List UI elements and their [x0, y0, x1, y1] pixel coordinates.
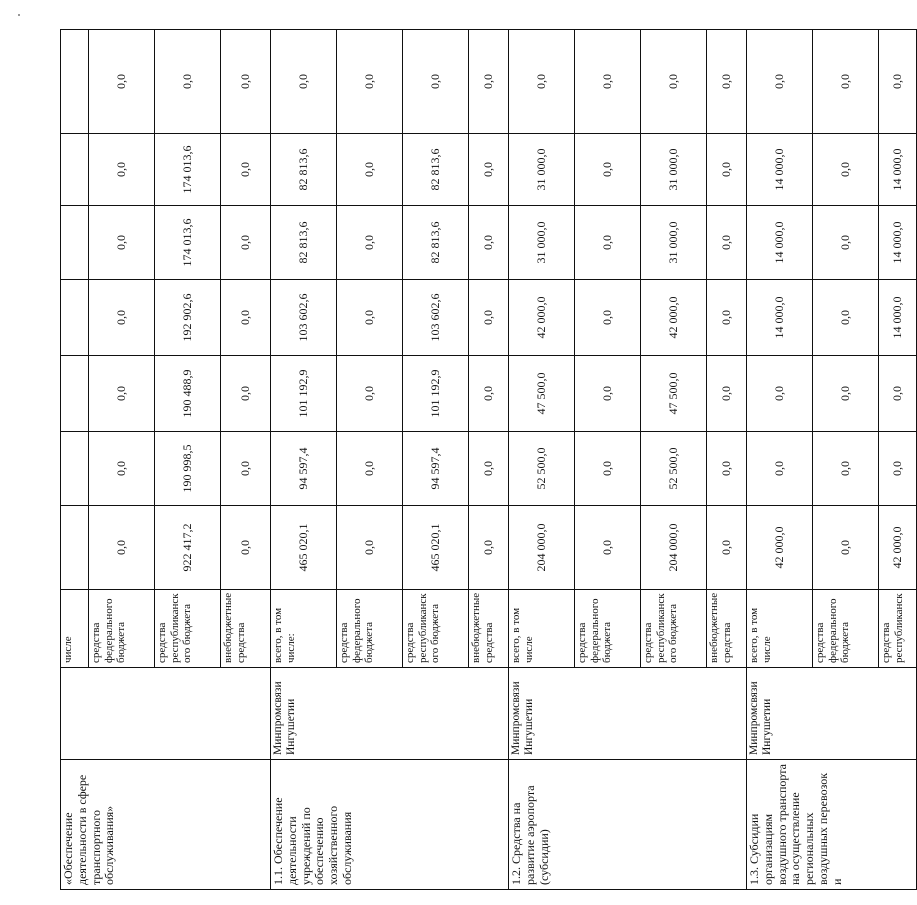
funding-source-cell: внебюджетные средства [707, 590, 747, 668]
funding-source-cell: внебюджетные средства [469, 590, 509, 668]
amount-cell: 0,0 [89, 206, 155, 280]
amount-cell: 465 020,1 [271, 506, 337, 590]
amount-cell: 0,0 [469, 432, 509, 506]
amount-cell: 0,0 [747, 432, 813, 506]
amount-cell: 0,0 [813, 134, 879, 206]
amount-cell: 0,0 [469, 506, 509, 590]
budget-table [60, 29, 917, 890]
amount-cell: 52 500,0 [509, 432, 575, 506]
amount-cell: 0,0 [337, 30, 403, 134]
funding-source-cell: средства республиканск [879, 590, 917, 668]
amount-cell: 0,0 [337, 280, 403, 356]
amount-cell: 0,0 [747, 356, 813, 432]
amount-cell: 0,0 [575, 134, 641, 206]
amount-cell: 204 000,0 [641, 506, 707, 590]
amount-cell: 0,0 [89, 356, 155, 432]
amount-cell: 0,0 [271, 30, 337, 134]
funding-source-cell: числе [61, 590, 89, 668]
amount-cell: 42 000,0 [879, 506, 917, 590]
amount-cell: 0,0 [221, 134, 271, 206]
table-row [509, 30, 575, 890]
amount-cell: 190 998,5 [155, 432, 221, 506]
measure-name-cell: 1.1. Обеспечение деятельности учреждений по обеспечению хозяйственного обслуживания [271, 760, 509, 890]
funding-source-cell: всего, в том числе [509, 590, 575, 668]
amount-cell: 0,0 [813, 432, 879, 506]
amount-cell: 0,0 [89, 30, 155, 134]
amount-cell: 0,0 [879, 432, 917, 506]
measure-name-cell: 1.2. Средства на развитие аэропорта (субсидии) [509, 760, 747, 890]
amount-cell: 174 013,6 [155, 206, 221, 280]
amount-cell: 0,0 [575, 206, 641, 280]
amount-cell: 0,0 [337, 134, 403, 206]
amount-cell: 0,0 [575, 30, 641, 134]
amount-cell: 103 602,6 [271, 280, 337, 356]
amount-cell: 0,0 [469, 356, 509, 432]
amount-cell: 0,0 [89, 280, 155, 356]
amount-cell: 0,0 [813, 356, 879, 432]
amount-cell: 0,0 [575, 356, 641, 432]
amount-cell: 204 000,0 [509, 506, 575, 590]
amount-cell: 0,0 [707, 432, 747, 506]
amount-cell: 14 000,0 [747, 134, 813, 206]
amount-cell: 14 000,0 [879, 206, 917, 280]
amount-cell: 94 597,4 [403, 432, 469, 506]
amount-cell: 0,0 [747, 30, 813, 134]
funding-source-cell: средства федерального бюджета [337, 590, 403, 668]
amount-cell: 0,0 [337, 432, 403, 506]
table-row [747, 30, 813, 890]
amount-cell [61, 206, 89, 280]
amount-cell: 0,0 [221, 506, 271, 590]
amount-cell: 192 902,6 [155, 280, 221, 356]
funding-source-cell: средства республиканск ого бюджета [403, 590, 469, 668]
amount-cell: 82 813,6 [271, 134, 337, 206]
amount-cell: 0,0 [707, 506, 747, 590]
amount-cell: 0,0 [813, 506, 879, 590]
amount-cell: 14 000,0 [747, 280, 813, 356]
amount-cell: 922 417,2 [155, 506, 221, 590]
amount-cell: 31 000,0 [509, 134, 575, 206]
amount-cell: 101 192,9 [271, 356, 337, 432]
amount-cell: 0,0 [221, 206, 271, 280]
amount-cell: 0,0 [337, 506, 403, 590]
amount-cell: 0,0 [155, 30, 221, 134]
amount-cell: 14 000,0 [879, 280, 917, 356]
amount-cell: 82 813,6 [271, 206, 337, 280]
amount-cell: 0,0 [879, 30, 917, 134]
rotated-table-region [60, 30, 905, 890]
amount-cell: 0,0 [221, 30, 271, 134]
table-row [271, 30, 337, 890]
amount-cell: 0,0 [89, 506, 155, 590]
funding-source-cell: средства федерального бюджета [575, 590, 641, 668]
amount-cell: 0,0 [707, 134, 747, 206]
measure-name-cell: «Обеспечение деятельности в сфере транспортного обслуживания» [61, 760, 271, 890]
amount-cell: 0,0 [707, 280, 747, 356]
amount-cell: 82 813,6 [403, 206, 469, 280]
amount-cell: 0,0 [879, 356, 917, 432]
amount-cell: 47 500,0 [509, 356, 575, 432]
responsible-cell: Минпромсвязи Ингушетии [509, 668, 747, 760]
amount-cell: 0,0 [469, 134, 509, 206]
amount-cell: 0,0 [337, 356, 403, 432]
funding-source-cell: средства республиканск ого бюджета [641, 590, 707, 668]
amount-cell: 103 602,6 [403, 280, 469, 356]
amount-cell: 0,0 [469, 206, 509, 280]
responsible-cell [61, 668, 271, 760]
amount-cell: 52 500,0 [641, 432, 707, 506]
funding-source-cell: средства республиканск ого бюджета [155, 590, 221, 668]
amount-cell: 14 000,0 [747, 206, 813, 280]
amount-cell: 0,0 [575, 432, 641, 506]
amount-cell: 42 000,0 [509, 280, 575, 356]
funding-source-cell: средства федерального бюджета [813, 590, 879, 668]
amount-cell: 174 013,6 [155, 134, 221, 206]
amount-cell: 0,0 [509, 30, 575, 134]
amount-cell: 94 597,4 [271, 432, 337, 506]
funding-source-cell: внебюджетные средства [221, 590, 271, 668]
amount-cell: 0,0 [813, 30, 879, 134]
amount-cell: 0,0 [89, 432, 155, 506]
measure-name-cell: 1.3. Субсидии организациям воздушного транспорта на осуществление региональных воздушных перевозок и [747, 760, 917, 890]
amount-cell: 0,0 [641, 30, 707, 134]
responsible-cell: Минпромсвязи Ингушетии [271, 668, 509, 760]
amount-cell: 0,0 [221, 356, 271, 432]
amount-cell: 0,0 [221, 280, 271, 356]
amount-cell: 31 000,0 [641, 134, 707, 206]
table-body [61, 30, 917, 890]
amount-cell [61, 432, 89, 506]
scan-speck [18, 14, 20, 16]
amount-cell: 47 500,0 [641, 356, 707, 432]
funding-source-cell: всего, в том числе: [271, 590, 337, 668]
amount-cell: 0,0 [575, 506, 641, 590]
amount-cell: 0,0 [575, 280, 641, 356]
amount-cell: 101 192,9 [403, 356, 469, 432]
amount-cell [61, 30, 89, 134]
amount-cell [61, 134, 89, 206]
amount-cell: 14 000,0 [879, 134, 917, 206]
amount-cell: 0,0 [403, 30, 469, 134]
amount-cell: 0,0 [469, 280, 509, 356]
amount-cell [61, 356, 89, 432]
funding-source-cell: средства федерального бюджета [89, 590, 155, 668]
amount-cell: 0,0 [221, 432, 271, 506]
amount-cell: 0,0 [89, 134, 155, 206]
amount-cell: 42 000,0 [747, 506, 813, 590]
amount-cell: 0,0 [707, 206, 747, 280]
amount-cell: 82 813,6 [403, 134, 469, 206]
amount-cell: 190 488,9 [155, 356, 221, 432]
amount-cell: 0,0 [813, 280, 879, 356]
funding-source-cell: всего, в том числе [747, 590, 813, 668]
amount-cell: 42 000,0 [641, 280, 707, 356]
amount-cell: 0,0 [469, 30, 509, 134]
amount-cell: 0,0 [707, 30, 747, 134]
responsible-cell: Минпромсвязи Ингушетии [747, 668, 917, 760]
amount-cell: 0,0 [337, 206, 403, 280]
amount-cell [61, 506, 89, 590]
amount-cell: 31 000,0 [641, 206, 707, 280]
amount-cell: 465 020,1 [403, 506, 469, 590]
amount-cell [61, 280, 89, 356]
table-row [61, 30, 89, 890]
amount-cell: 31 000,0 [509, 206, 575, 280]
amount-cell: 0,0 [707, 356, 747, 432]
amount-cell: 0,0 [813, 206, 879, 280]
